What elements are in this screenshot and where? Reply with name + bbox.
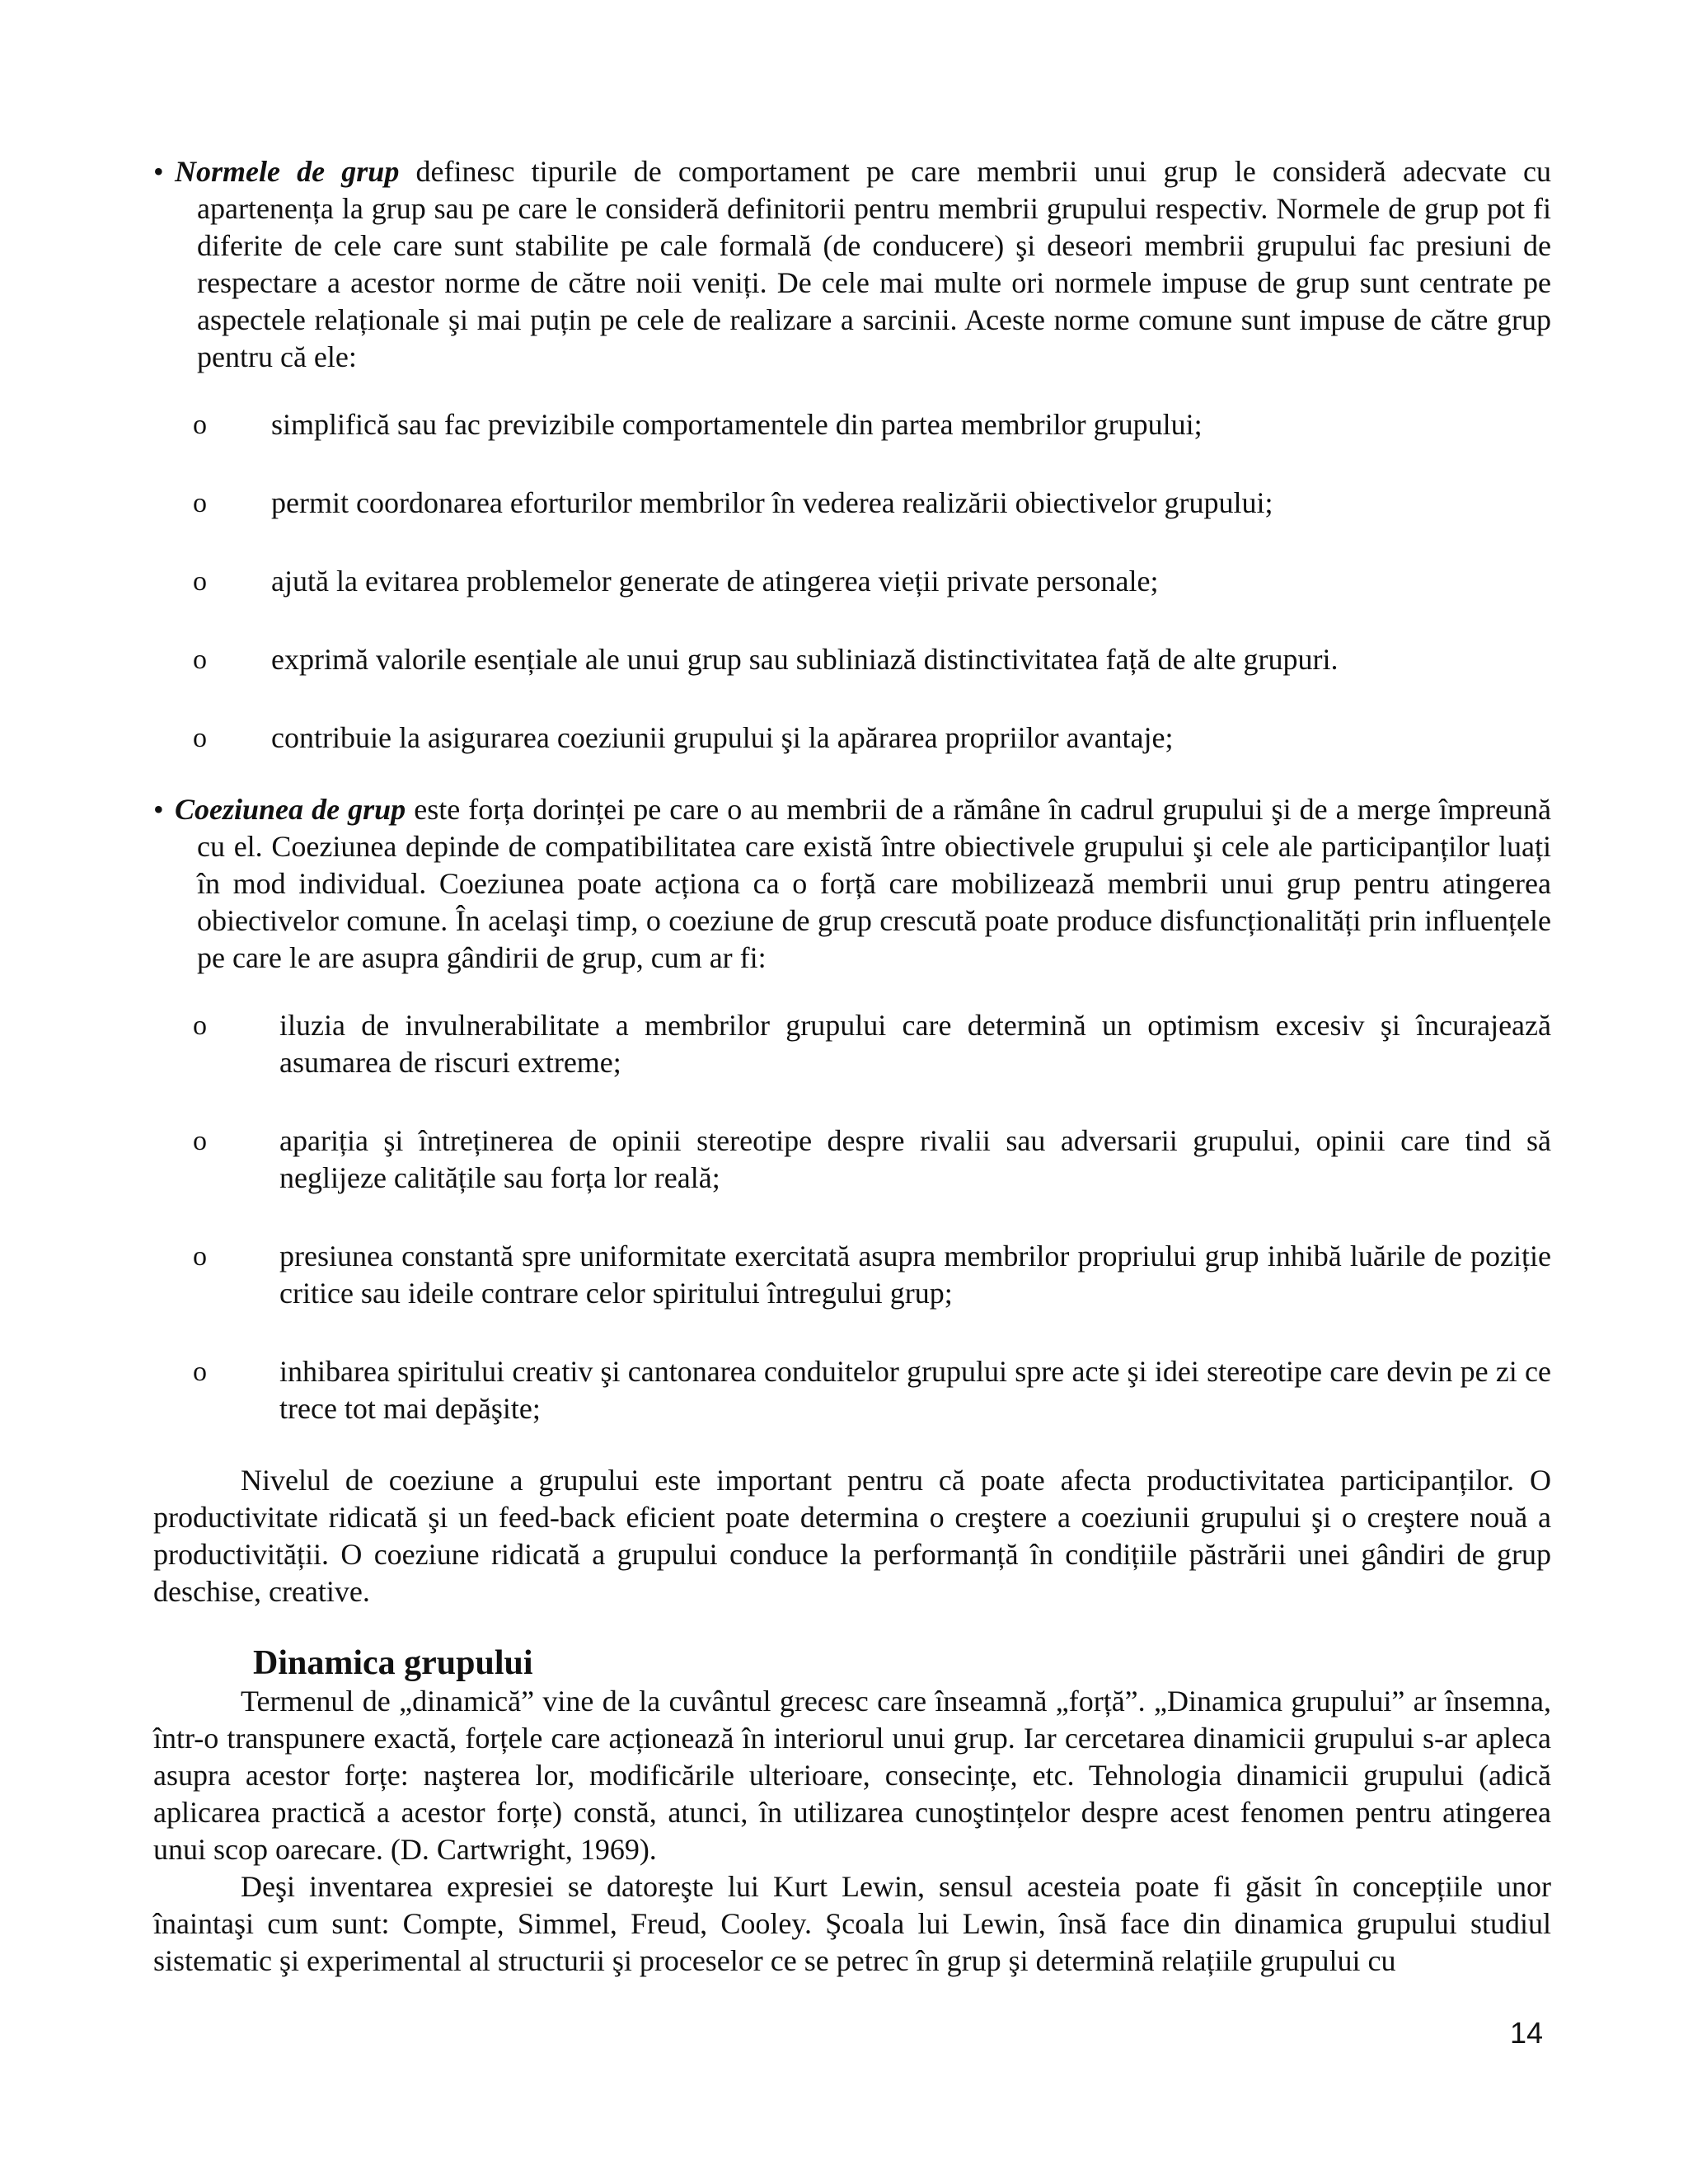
list-item	[193, 719, 1551, 757]
cohesion-paragraph	[153, 791, 1551, 977]
list-item-text: presiunea constantă spre uniformitate exercitată asupra membrilor propriului grup inhibă luările de poziție critice sau ideile contrare celor spiritului întregului grup;	[279, 1240, 1551, 1310]
list-item-text: iluzia de invulnerabilitate a membrilor grupului care determină un optimism excesiv şi încurajează asumarea de riscuri extreme;	[279, 1009, 1551, 1079]
bullet-icon: •	[153, 155, 164, 188]
dynamics-paragraph-2: Deşi inventarea expresiei se datoreşte lui Kurt Lewin, sensul acesteia poate fi găsit în concepțiile unor înaintaşi cum sunt: Compte, Simmel, Freud, Cooley. Şcoala lui Lewin, însă face din dinamica grupului studiul sistematic şi experimental al structurii şi proceselor ce se petrec în grup şi determină relațiile grupului cu	[153, 1870, 1551, 1977]
norms-term: Normele de grup	[175, 155, 400, 188]
page-number: 14	[1509, 2016, 1543, 2050]
list-item	[193, 406, 1551, 443]
cohesion-text: este forța dorinței pe care o au membrii de a rămâne în cadrul grupului şi de a merge împreună cu el. Coeziunea depinde de compatibilitatea care există între obiectivele grupului şi cele ale participanților luați în mod individual. Coeziunea poate acționa ca o forță care mobilizează membrii unui grup pentru atingerea obiectivelor comune. În acelaşi timp, o coeziune de grup crescută poate produce disfuncționalități prin influențele pe care le are asupra gândirii de grup, cum ar fi:	[197, 793, 1551, 974]
list-item	[193, 563, 1551, 600]
list-item	[193, 485, 1551, 522]
circle-bullet-icon: o	[193, 1357, 207, 1387]
circle-bullet-icon: o	[193, 644, 207, 675]
circle-bullet-icon: o	[193, 566, 207, 597]
list-item-text: exprimă valorile esențiale ale unui grup sau subliniază distinctivitatea față de alte grupuri.	[271, 643, 1339, 676]
cohesion-list	[153, 1007, 1551, 1427]
norms-text: definesc tipurile de comportament pe care membrii unui grup le consideră adecvate cu apartenența la grup sau pe care le consideră definitorii pentru membrii grupului respectiv. Normele de grup pot fi diferite de cele care sunt stabilite pe cale formală (de conducere) şi deseori membrii grupului fac presiuni de respectare a acestor norme de către noii veniți. De cele mai multe ori normele impuse de grup sunt centrate pe aspectele relaționale şi mai puțin pe cele de realizare a sarcinii. Aceste norme comune sunt impuse de către grup pentru că ele:	[197, 155, 1551, 373]
norms-paragraph	[153, 153, 1551, 376]
list-item-text: contribuie la asigurarea coeziunii grupului şi la apărarea propriilor avantaje;	[271, 721, 1174, 754]
circle-bullet-icon: o	[193, 723, 207, 753]
bullet-icon: •	[153, 793, 164, 826]
list-item-text: ajută la evitarea problemelor generate de atingerea vieții private personale;	[271, 565, 1159, 598]
circle-bullet-icon: o	[193, 488, 207, 518]
list-item-text: permit coordonarea eforturilor membrilor în vederea realizării obiectivelor grupului;	[271, 486, 1273, 519]
dynamics-paragraph-1: Termenul de „dinamică” vine de la cuvântul grecesc care înseamnă „forță”. „Dinamica grupului” ar însemna, într-o transpunere exactă, forțele care acționează în interiorul unui grup. Iar cercetarea dinamicii grupului s-ar apleca asupra acestor forțe: naşterea lor, modificările ulterioare, consecințe, etc. Tehnologia dinamicii grupului (adică aplicarea practică a acestor forțe) constă, atunci, în utilizarea cunoştințelor despre acest fenomen pentru atingerea unui scop oarecare. (D. Cartwright, 1969).	[153, 1685, 1551, 1866]
document-page	[153, 153, 1551, 1980]
norms-list	[153, 406, 1551, 757]
list-item	[193, 1122, 1551, 1197]
cohesion-summary-paragraph: Nivelul de coeziune a grupului este important pentru că poate afecta productivitatea participanților. O productivitate ridicată şi un feed-back eficient poate determina o creştere a coeziunii grupului şi o creştere nouă a productivității. O coeziune ridicată a grupului conduce la performanță în condițiile păstrării unei gândiri de grup deschise, creative.	[153, 1464, 1551, 1608]
circle-bullet-icon: o	[193, 1241, 207, 1272]
list-item-text: simplifică sau fac previzibile comportamentele din partea membrilor grupului;	[271, 408, 1203, 441]
circle-bullet-icon: o	[193, 1010, 207, 1041]
cohesion-term: Coeziunea de grup	[175, 793, 406, 826]
list-item	[193, 1007, 1551, 1081]
list-item	[193, 1353, 1551, 1427]
circle-bullet-icon: o	[193, 410, 207, 440]
list-item-text: inhibarea spiritului creativ şi cantonarea conduitelor grupului spre acte şi idei stereotipe care devin pe zi ce trece tot mai depăşite;	[279, 1355, 1551, 1425]
list-item-text: apariția şi întreținerea de opinii stereotipe despre rivalii sau adversarii grupului, opinii care tind să neglijeze calitățile sau forța lor reală;	[279, 1124, 1551, 1194]
section-heading: Dinamica grupului	[253, 1644, 533, 1682]
circle-bullet-icon: o	[193, 1126, 207, 1156]
list-item	[193, 641, 1551, 678]
list-item	[193, 1238, 1551, 1312]
